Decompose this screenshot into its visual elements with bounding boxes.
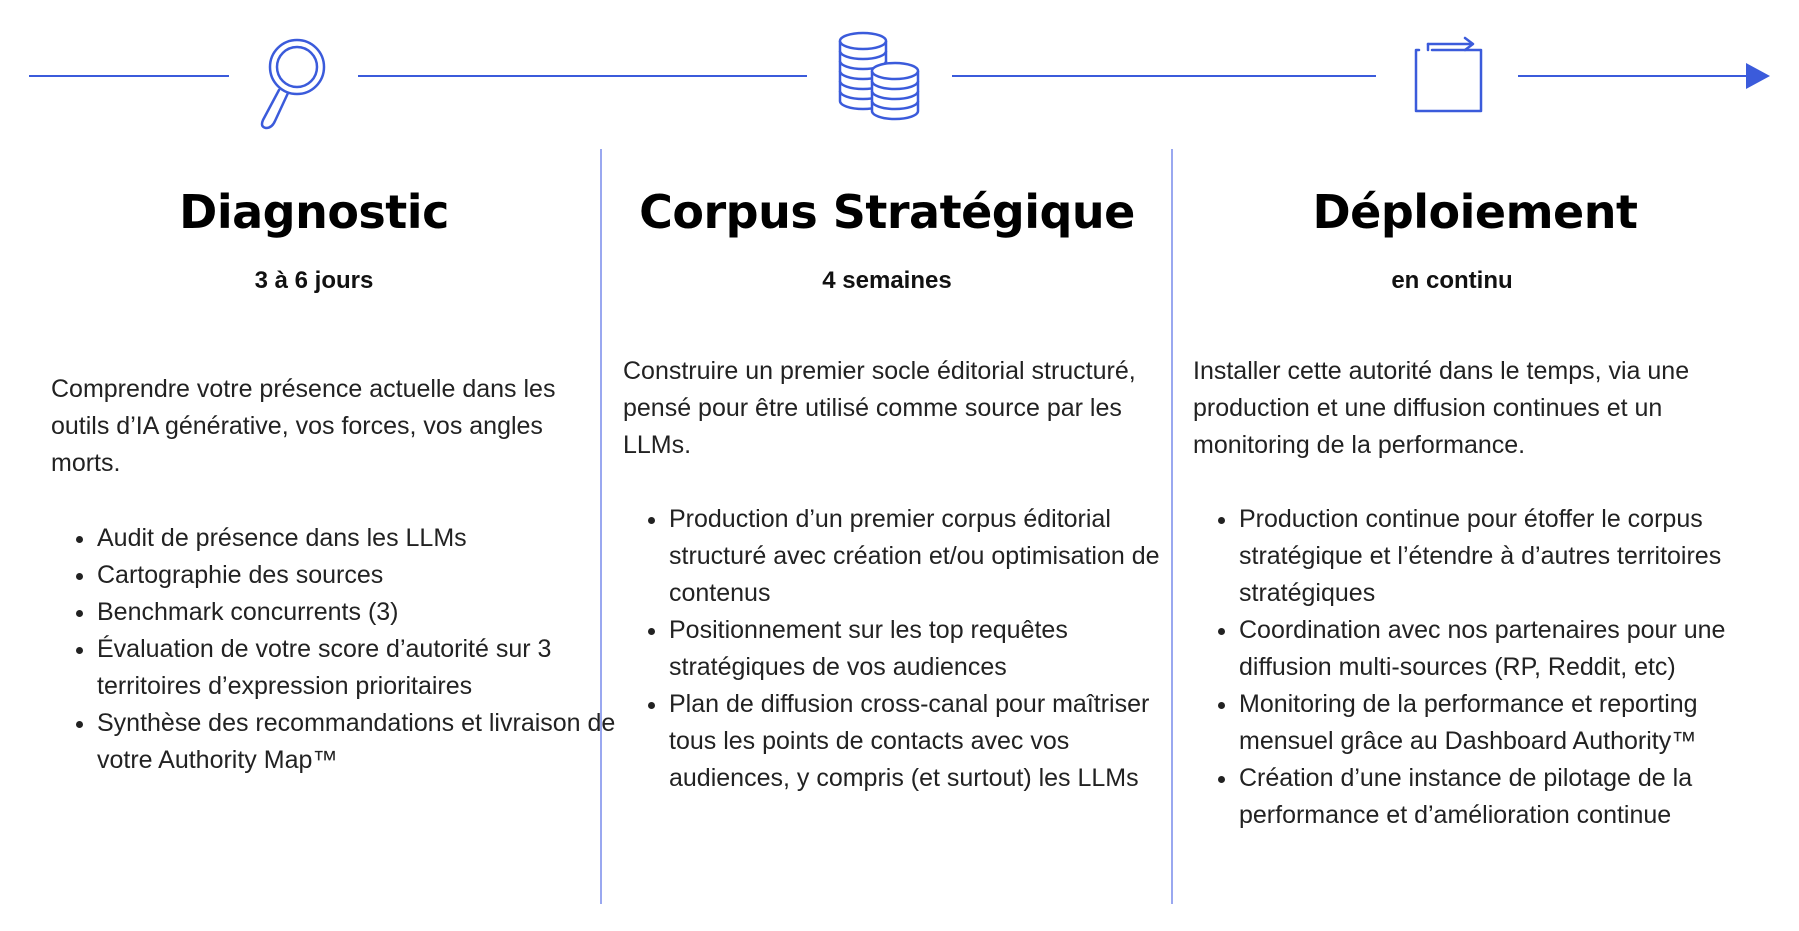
phase-title: Corpus Stratégique xyxy=(639,185,1135,239)
list-item: • Audit de présence dans les LLMs xyxy=(97,520,617,557)
phase-title: Déploiement xyxy=(1312,185,1638,239)
phase-duration: 3 à 6 jours xyxy=(254,267,374,294)
list-item: • Synthèse des recommandations et livraison de votre Authority Map™ xyxy=(97,705,617,779)
phase-intro: Installer cette autorité dans le temps, via une production et une diffusion continues et un monitoring de la performance. xyxy=(1193,357,1690,459)
list-item: • Plan de diffusion cross-canal pour maîtriser tous les points de contacts avec vos audiences, y compris (et surtout) les LLMs xyxy=(669,686,1189,797)
coins-stack-icon xyxy=(840,33,918,119)
list-item: • Évaluation de votre score d’autorité sur 3 territoires d’expression prioritaires xyxy=(97,631,617,705)
list-item: • Production d’un premier corpus éditorial structuré avec création et/ou optimisation de contenus xyxy=(669,501,1189,612)
timeline xyxy=(0,0,1799,140)
phase-deliverables xyxy=(623,501,1189,797)
phase-intro: Construire un premier socle éditorial structuré, pensé pour être utilisé comme source par les LLMs. xyxy=(623,357,1136,459)
list-item: • Monitoring de la performance et reporting mensuel grâce au Dashboard Authority™ xyxy=(1239,686,1759,760)
phase-deliverables xyxy=(51,520,617,779)
list-item: • Positionnement sur les top requêtes stratégiques de vos audiences xyxy=(669,612,1189,686)
phase-title: Diagnostic xyxy=(179,185,449,239)
phase-deliverables xyxy=(1193,501,1759,834)
list-item: • Benchmark concurrents (3) xyxy=(97,594,617,631)
phase-duration: 4 semaines xyxy=(822,267,952,294)
magnifier-icon xyxy=(262,40,324,128)
phase-intro: Comprendre votre présence actuelle dans les outils d’IA générative, vos forces, vos angles morts. xyxy=(51,375,556,477)
phase-duration: en continu xyxy=(1391,267,1513,294)
list-item: • Création d’une instance de pilotage de la performance et d’amélioration continue xyxy=(1239,760,1759,834)
list-item: • Cartographie des sources xyxy=(97,557,617,594)
list-item: • Production continue pour étoffer le corpus stratégique et l’étendre à d’autres territoires stratégiques xyxy=(1239,501,1759,612)
list-item: • Coordination avec nos partenaires pour une diffusion multi-sources (RP, Reddit, etc) xyxy=(1239,612,1759,686)
timeline-arrowhead-icon xyxy=(1746,63,1770,89)
expand-square-icon xyxy=(1416,38,1481,111)
